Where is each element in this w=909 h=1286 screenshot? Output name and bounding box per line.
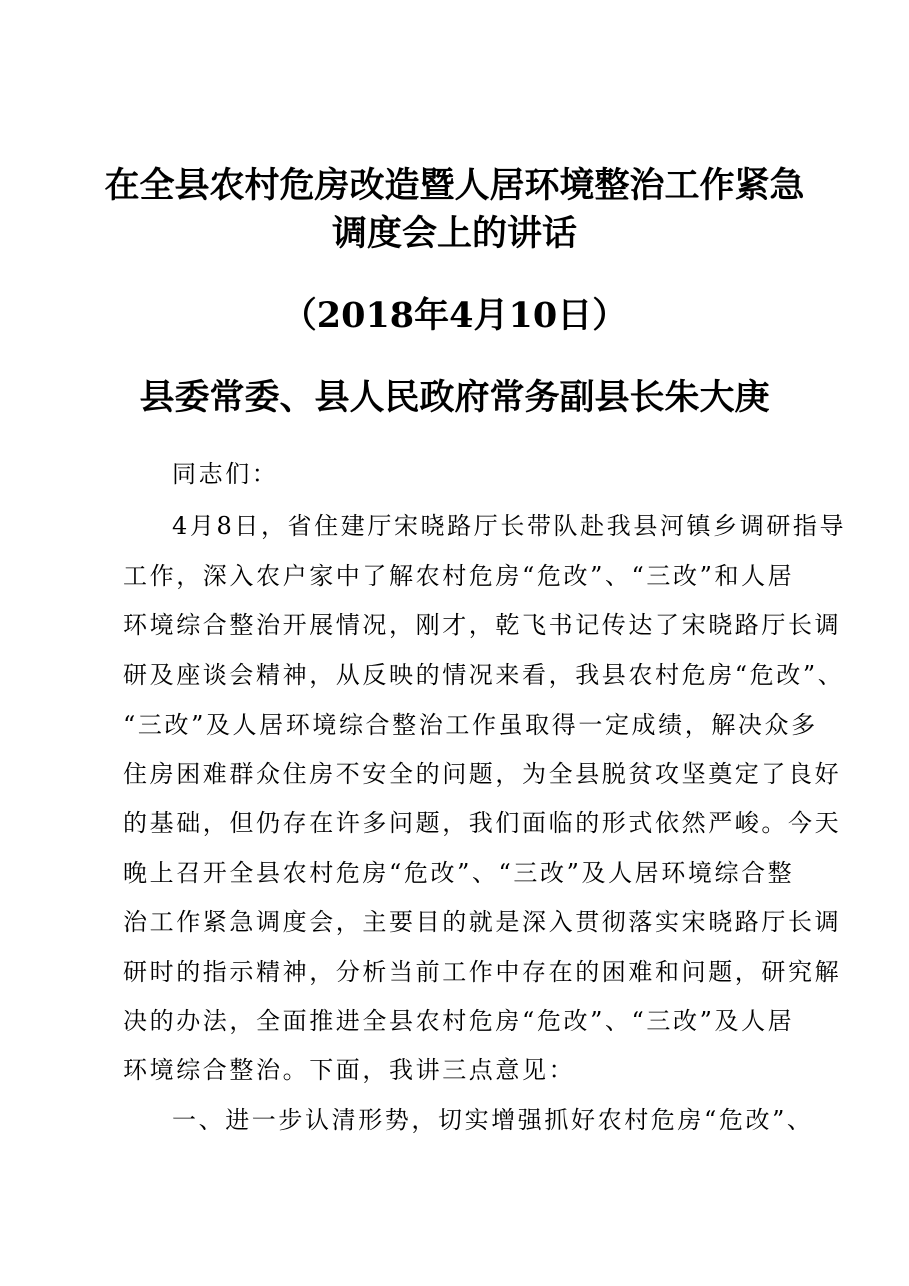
paragraph-line: 决的办法，全面推进全县农村危房“危改”、“三改”及人居	[123, 1007, 795, 1035]
speaker-line: 县委常委、县人民政府常务副县长朱大庚	[139, 377, 770, 418]
paragraph-line: 晚上召开全县农村危房“危改”、“三改”及人居环境综合整	[123, 859, 795, 887]
paragraph-line: 工作，深入农户家中了解农村危房“危改”、“三改”和人居	[123, 562, 795, 590]
document-title-line-1: 在全县农村危房改造暨人居环境整治工作紧急	[104, 165, 805, 206]
speech-date: （2018年4月10日）	[281, 295, 628, 336]
paragraph-line: 研时的指示精神，分析当前工作中存在的困难和问题，研究解	[123, 958, 842, 986]
paragraph-line: 4月8日，省住建厅宋晓路厅长带队赴我县河镇乡调研指导	[172, 512, 847, 540]
paragraph-line: 环境综合整治开展情况，刚才，乾飞书记传达了宋晓路厅长调	[123, 611, 842, 639]
paragraph-line: 治工作紧急调度会，主要目的就是深入贯彻落实宋晓路厅长调	[123, 908, 842, 936]
paragraph-line: 住房困难群众住房不安全的问题，为全县脱贫攻坚奠定了良好	[123, 760, 842, 788]
paragraph-line: “三改”及人居环境综合整治工作虽取得一定成绩，解决众多	[123, 711, 818, 739]
paragraph-line: 的基础，但仍存在许多问题，我们面临的形式依然严峻。今天	[123, 809, 842, 837]
salutation: 同志们：	[172, 460, 279, 488]
paragraph-line: 研及座谈会精神，从反映的情况来看，我县农村危房“危改”、	[123, 661, 845, 689]
paragraph-line: 环境综合整治。下面，我讲三点意见：	[123, 1056, 576, 1084]
section-heading: 一、进一步认清形势，切实增强抓好农村危房“危改”、	[172, 1106, 814, 1134]
document-title-line-2: 调度会上的讲话	[331, 213, 577, 254]
